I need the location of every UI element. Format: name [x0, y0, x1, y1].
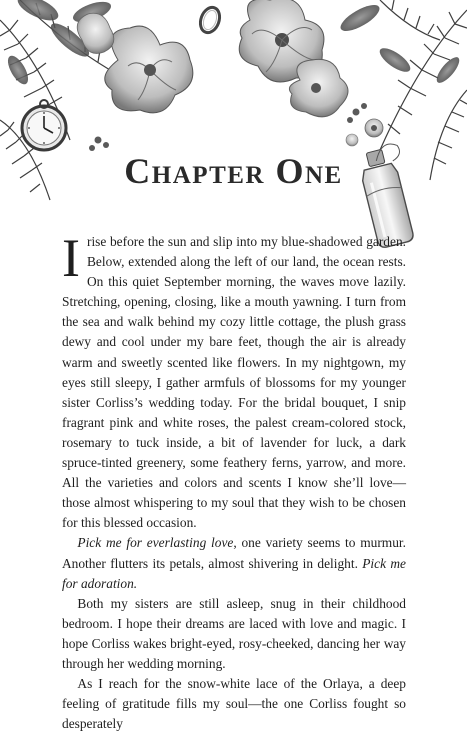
paragraph: [62, 674, 406, 734]
chapter-body: [62, 228, 406, 734]
italic-phrase: Pick me for everlasting love: [77, 535, 234, 551]
paragraph: [62, 533, 406, 593]
magnolia-flower-icon: [77, 13, 193, 113]
ring-icon: [197, 5, 223, 36]
drop-cap: I: [62, 228, 80, 288]
floral-header-illustration: [0, 0, 467, 250]
chapter-title: Chapter One: [124, 151, 343, 191]
paragraph: [62, 594, 406, 674]
magnolia-flower-icon: [239, 0, 348, 117]
paragraph-text: As I reach for the snow-white lace of the Orlaya, a deep feeling of gratitude fills my soul—the one Corliss fought so desperately: [62, 676, 406, 732]
paragraph-text: , one variety seems to murmur. Another flutters its petals, almost shivering in delight.: [62, 535, 406, 571]
italic-phrase: Pick me for adoration.: [62, 555, 406, 591]
pocket-watch-icon: [22, 100, 66, 150]
paragraph-text: Both my sisters are still asleep, snug in their childhood bedroom. I hope their dreams are laced with love and magic. I hope Corliss wakes bright-eyed, rosy-cheeked, dancing her way through her wedding morning.: [62, 595, 406, 671]
paragraph: [62, 228, 406, 533]
paragraph-text: rise before the sun and slip into my blue-shadowed garden. Below, extended along the left of our land, the ocean rests. On this quiet September morning, the waves move lazily. Stretching, opening, closing, like a mouth yawning. I turn from the sea and walk behind my cozy little cottage, the plush grass dewy and cool under my bare feet, though the air is already warm and sweetly scented like flowers. In my nightgown, my eyes still sleepy, I gather armfuls of blossoms for my younger sister Corliss’s wedding today. For the bridal bouquet, I snip fragrant pink and white roses, the palest cream-colored stock, rosemary to tuck inside, a bit of lavender for luck, a dark spruce-tinted greenery, some feathery ferns, yarrow, and more. All the varieties and colors and scents I know she’ll love—those almost whispering to my soul that they wish to be chosen for this blessed occasion.: [62, 234, 406, 531]
magnolia-flower-icon: [346, 119, 383, 146]
